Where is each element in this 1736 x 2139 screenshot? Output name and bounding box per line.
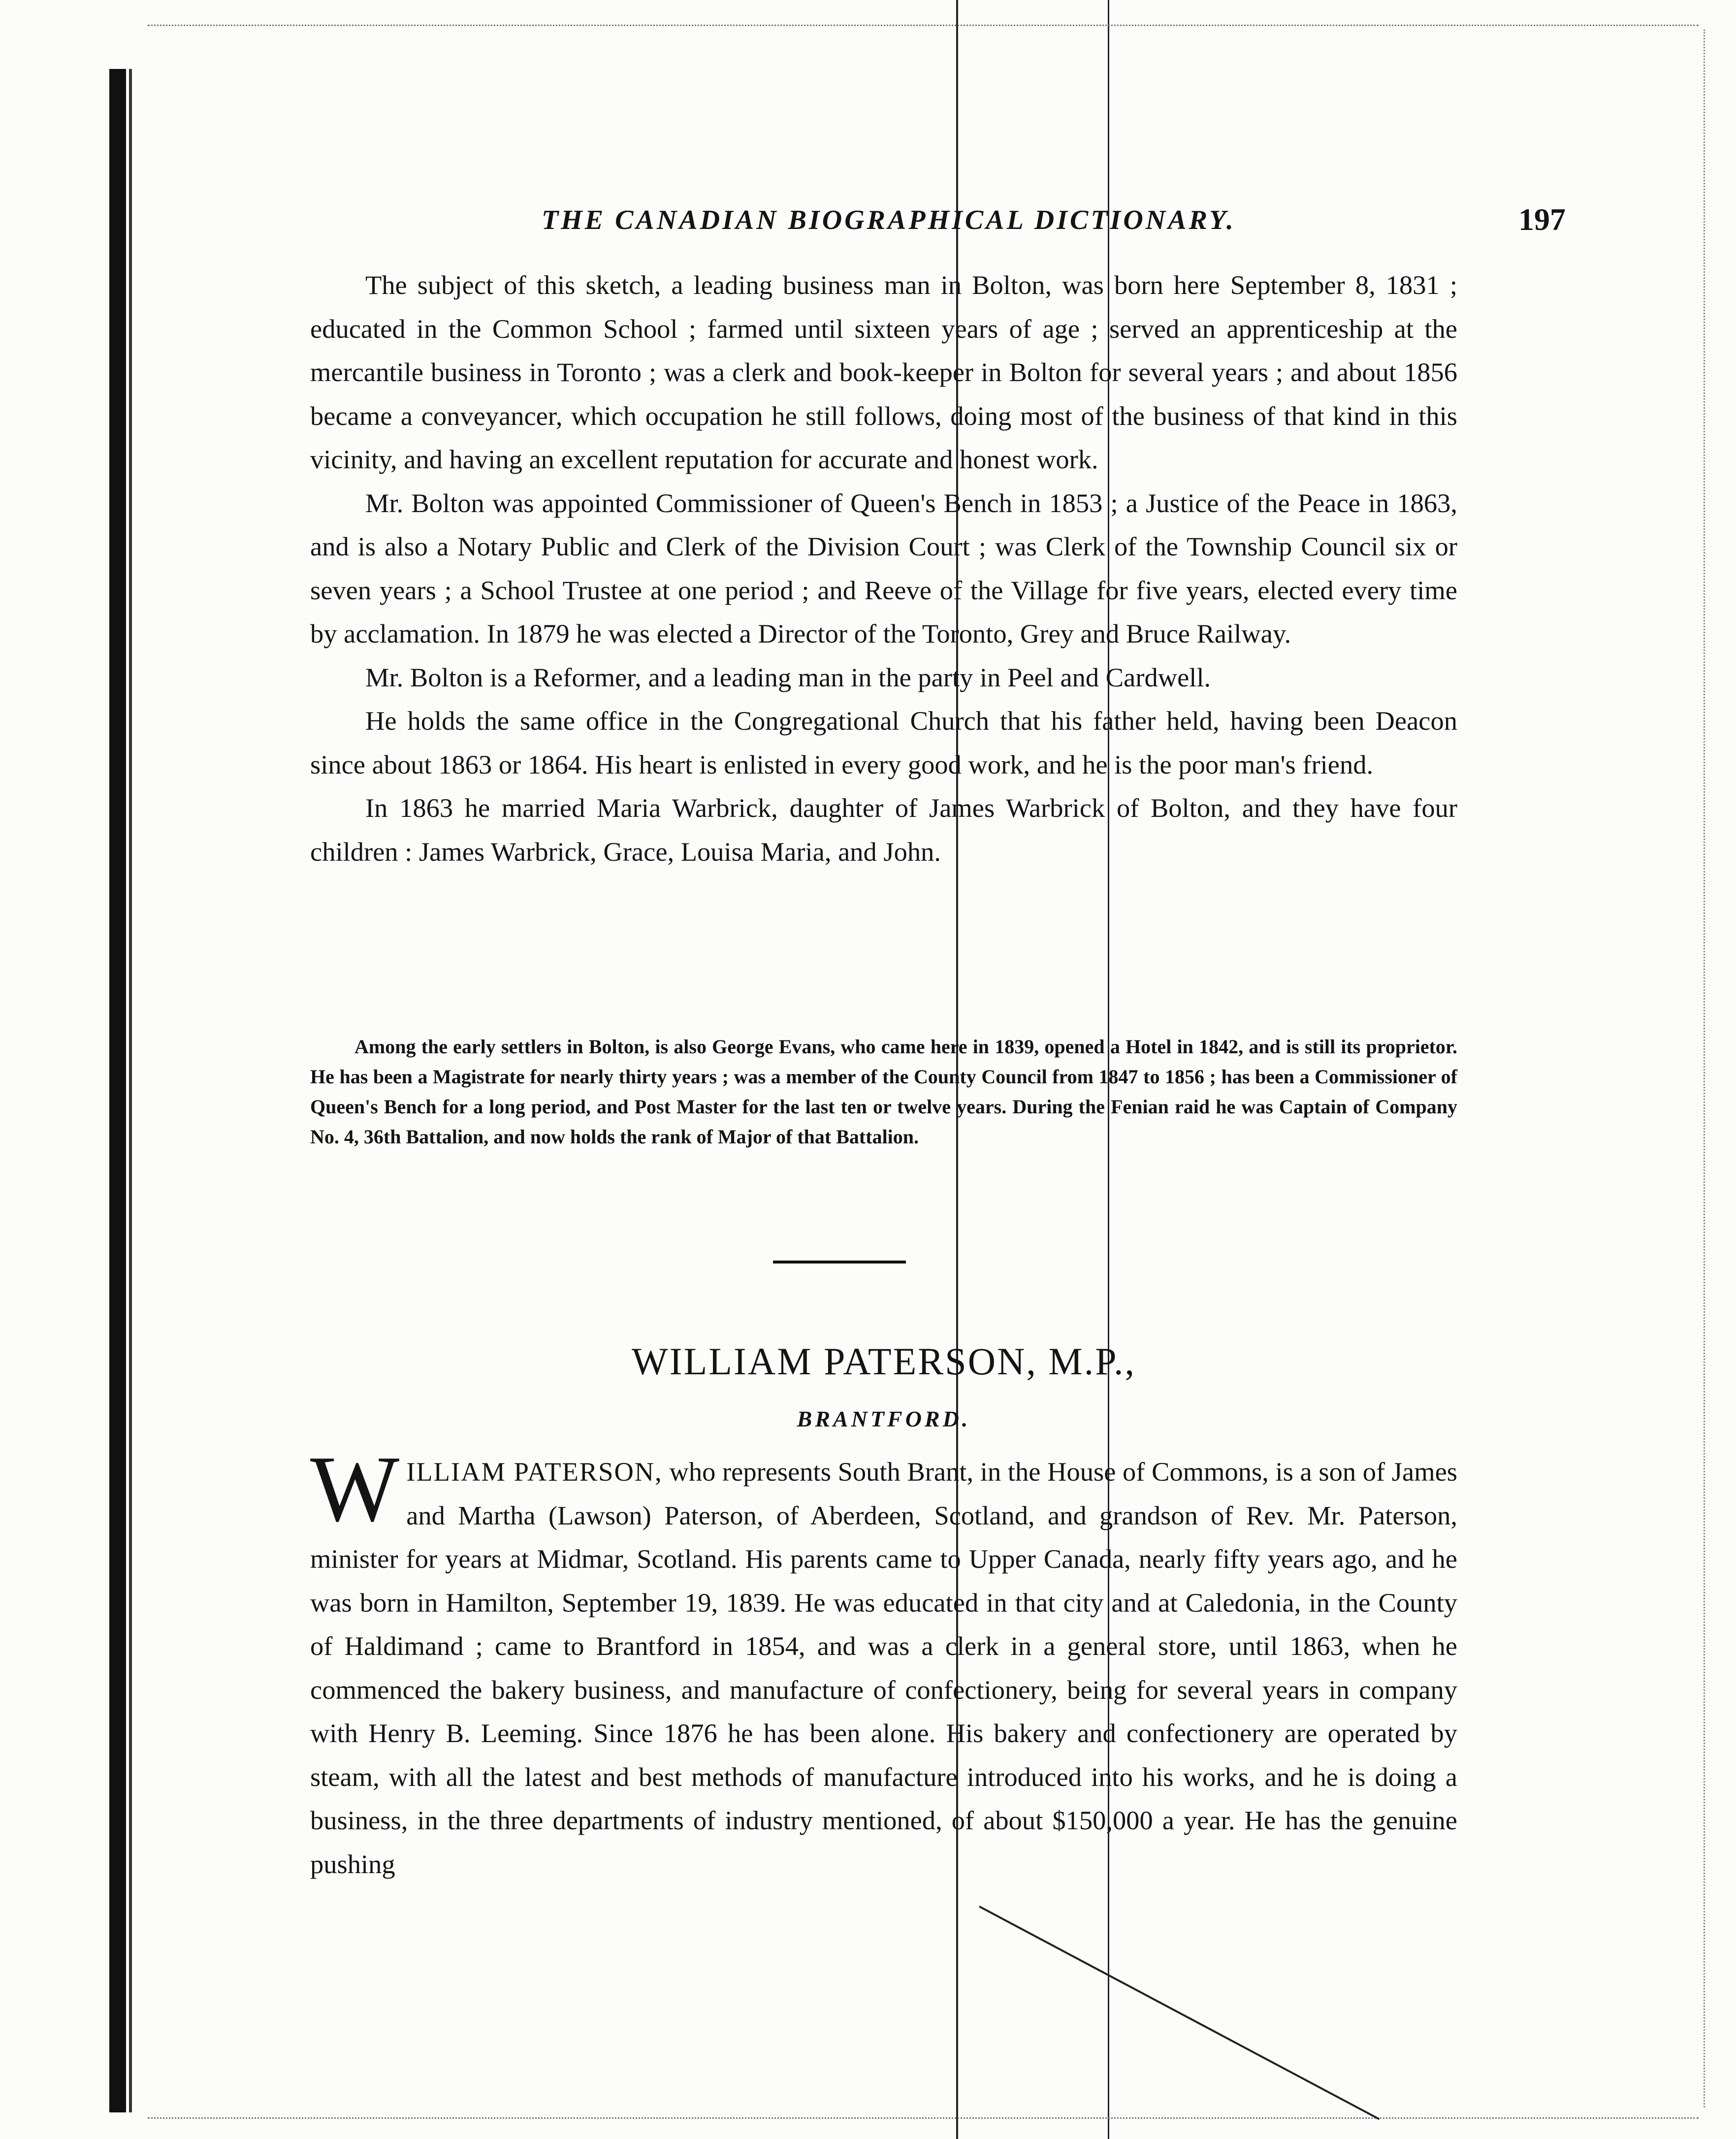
section-divider: [773, 1261, 906, 1264]
page-header: [542, 204, 1566, 244]
paragraph: Mr. Bolton is a Reformer, and a leading man in the party in Peel and Cardwell.: [365, 662, 1211, 692]
paragraph: [310, 1436, 1457, 1886]
scan-edge-noise-right: [1704, 30, 1712, 2107]
binding-shadow-edge: [129, 69, 132, 2112]
stray-pen-stroke: [979, 1906, 1380, 2120]
scan-edge-noise-top: [148, 25, 1699, 33]
paragraph: Mr. Bolton was appointed Commissioner of Queen's Bench in 1853 ; a Justice of the Peace in 1863, and is also a Notary Public and Clerk of the Division Court ; was Clerk of the Township Council six or seven years ; a School Trustee at one period ; and Reeve of the Village for five years, elected every time by acclamation. In 1879 he was elected a Director of the Toronto, Grey and Bruce Railway.: [310, 487, 1457, 648]
entry-body-text: who represents South Brant, in the House of Commons, is a son of James and Martha (Lawson) Paterson, of Aberdeen, Scotland, and grandson of Rev. Mr. Paterson, minister for years at Midmar, Scotland. His parents came to Upper Canada, nearly fifty years ago, and he was born in Hamilton, September 19, 1839. He was educated in that city and at Caledonia, in the County of Haldimand ; came to Brantford in 1854, and was a clerk in a general store, until 1863, when he commenced the bakery business, and manufacture of confectionery, being for several years in company with Henry B. Leeming. Since 1876 he has been alone. His bakery and confectionery are operated by steam, with all the latest and best methods of manufacture introduced into his works, and he is doing a business, in the three departments of industry mentioned, of about $150,000 a year. He has the genuine pushing: [310, 1457, 1457, 1879]
scan-edge-noise-bottom: [148, 2117, 1699, 2126]
footnote: [310, 1032, 1457, 1152]
paragraph: He holds the same office in the Congregational Church that his father held, having been Deacon since about 1863 or 1864. His heart is enlisted in every good work, and he is the poor man's friend.: [310, 706, 1457, 779]
paterson-entry-body: [310, 1436, 1457, 1886]
footnote-text: Among the early settlers in Bolton, is also George Evans, who came here in 1839, opened a Hotel in 1842, and is still its proprietor. He has been a Magistrate for nearly thirty years ; was a member of the County Council from 1847 to 1856 ; has been a Commissioner of Queen's Bench for a long period, and Post Master for the last ten or twelve years. During the Fenian raid he was Captain of Company No. 4, 36th Battalion, and now holds the rank of Major of that Battalion.: [310, 1036, 1457, 1148]
bolton-sketch: [310, 263, 1457, 874]
entry-place: BRANTFORD.: [797, 1406, 971, 1431]
drop-cap: W: [310, 1436, 400, 1541]
lead-in-caps: ILLIAM PATERSON,: [406, 1457, 663, 1487]
paragraph: In 1863 he married Maria Warbrick, daughter of James Warbrick of Bolton, and they have four children : James Warbrick, Grace, Louisa Maria, and John.: [310, 793, 1457, 867]
running-head: THE CANADIAN BIOGRAPHICAL DICTIONARY.: [542, 205, 1236, 235]
paragraph: The subject of this sketch, a leading business man in Bolton, was born here September 8, 1831 ; educated in the Common School ; farmed until sixteen years of age ; served an apprenticeship at the mercantile business in Toronto ; was a clerk and book-keeper in Bolton for several years ; and about 1856 became a conveyancer, which occupation he still follows, doing most of the business of that kind in this vicinity, and having an excellent reputation for accurate and honest work.: [310, 270, 1457, 474]
page-number: 197: [1518, 202, 1566, 237]
binding-shadow: [109, 69, 126, 2112]
entry-title: WILLIAM PATERSON, M.P.,: [632, 1340, 1136, 1383]
